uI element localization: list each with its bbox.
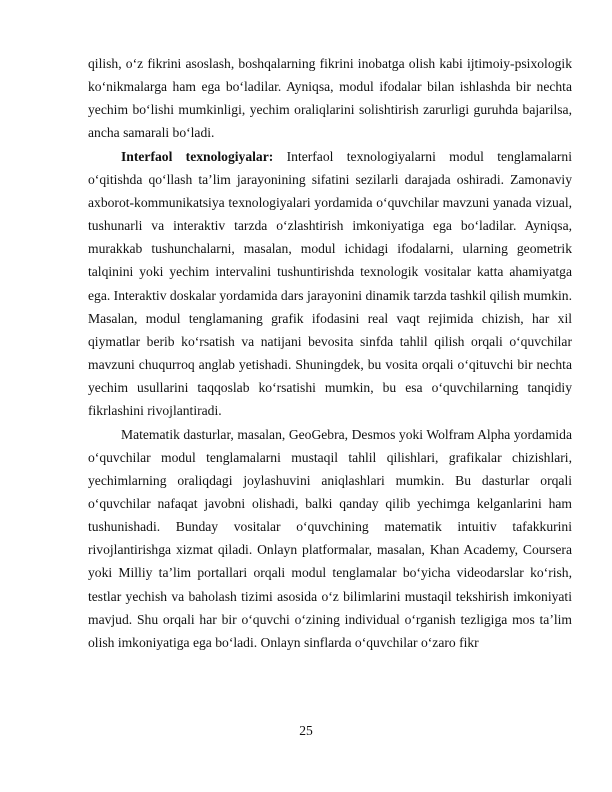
paragraph-continuation: qilish, o‘z fikrini asoslash, boshqalarning fikrini inobatga olish kabi ijtimoiy-psixologik ko‘nikmalarga ham ega bo‘ladilar. Ayniqsa, modul ifodalar bilan ishlashda bir nechta yechim bo‘lishi mumkinligi, yechim oraliqlarini solishtirish zarurligi guruhda bajarilsa, ancha samarali bo‘ladi. — [88, 56, 572, 141]
paragraph-text: Interfaol texnologiyalarni modul tenglamalarni o‘qitishda qo‘llash ta’lim jarayonining sifatini sezilarli darajada oshiradi. Zamonaviy axborot-kommunikatsiya texnologiyalari yordamida o‘quvchilar mavzuni yanada vizual, tushunarli va interaktiv tarzda o‘zlashtirish imkoniyatiga ega bo‘ladilar. Ayniqsa, murakkab tushunchalarni, masalan, modul ichidagi ifodalarni, ularning geometrik talqinini yoki yechim intervalini tushuntirishda texnologik vositalar katta ahamiyatga ega. Interaktiv doskalar yordamida dars jarayonini dinamik tarzda tashkil qilish mumkin. Masalan, modul tenglamaning grafik ifodasini real vaqt rejimida chizish, har xil qiymatlar berib ko‘rsatish va natijani bevosita sinfda tahlil qilish orqali o‘quvchilar mavzuni chuqurroq anglab yetishadi. Shuningdek, bu vosita orqali o‘qituvchi bir nechta yechim usullarini taqqoslab ko‘rsatishi mumkin, bu esa o‘quvchilarning tanqidiy fikrlashini rivojlantiradi. — [88, 148, 572, 419]
page-number: 25 — [299, 723, 313, 738]
paragraph-heading: Interfaol texnologiyalar: — [121, 148, 274, 164]
paragraph-math-software: Matematik dasturlar, masalan, GeoGebra, Desmos yoki Wolfram Alpha yordamida o‘quvchilar modul tenglamalarni mustaqil tahlil qilishlari, grafikalar chizishlari, yechimlarning oraliqdagi joylashuvini aniqlashlari mumkin. Bu dasturlar orqali o‘quvchilar nafaqat javobni olishadi, balki qanday qilib yechimga kelganlarini ham tushunishadi. Bunday vositalar o‘quvchining matematik intuitiv tafakkurini rivojlantirishga xizmat qiladi. Onlayn platformalar, masalan, Khan Academy, Coursera yoki Milliy ta’lim portallari orqali modul tenglamalar bo‘yicha videodarslar ko‘rish, testlar yechish va baholash tizimi asosida o‘z bilimlarini mustaqil tekshirish imkoniyati mavjud. Shu orqali har bir o‘quvchi o‘zining individual o‘rganish tezligiga mos ta’lim olish imkoniyatiga ega bo‘ladi. Onlayn sinflarda o‘quvchilar o‘zaro fikr — [88, 426, 572, 650]
document-body — [88, 52, 572, 654]
paragraph-interactive-technologies — [88, 145, 572, 423]
